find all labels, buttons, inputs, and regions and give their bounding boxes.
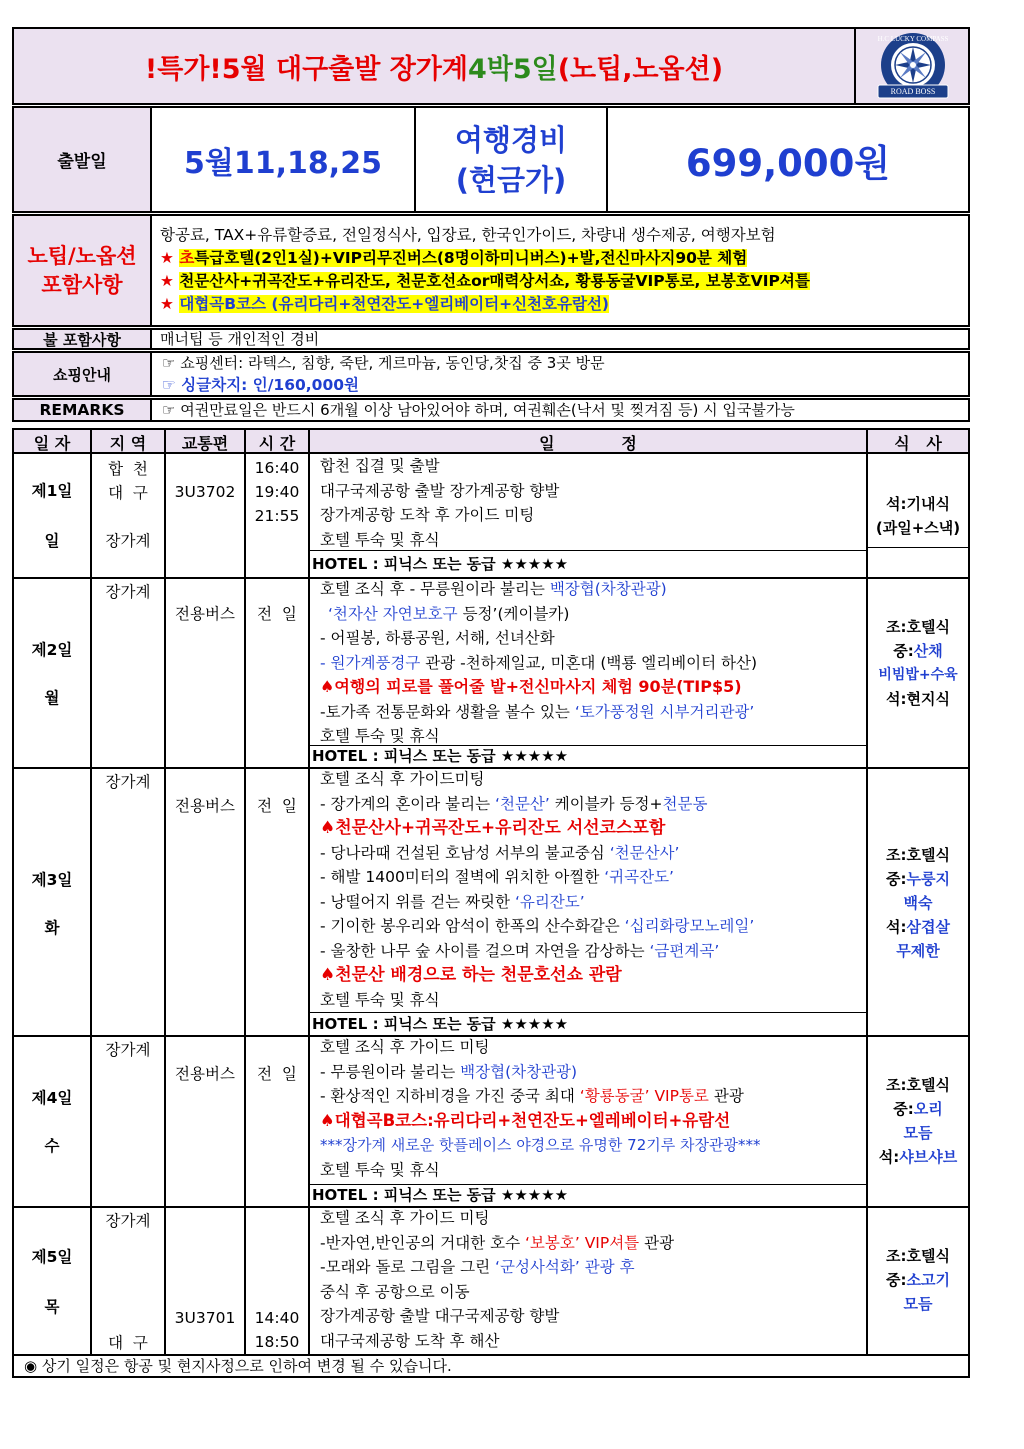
- itinerary-line: [320, 1231, 876, 1256]
- transport-label: 전용버스: [175, 797, 235, 815]
- time: 19:40: [254, 483, 300, 501]
- logo-banner: ROAD BOSS: [890, 87, 936, 96]
- logo-top-text: H.C LUCKY COMPASS: [877, 34, 949, 43]
- meal-line: 조:호텔식: [886, 1247, 950, 1265]
- day-of-week: 일: [44, 532, 60, 550]
- text: 누룽지: [906, 870, 950, 888]
- text: 호텔 조식 후 - 무릉원이라 불리는: [320, 580, 550, 598]
- itinerary-line: ♠천문산 배경으로 하는 천문호선쇼 관람: [320, 965, 622, 985]
- page-title: [14, 29, 854, 103]
- meal-line: [868, 1097, 968, 1121]
- itinerary-line: 호텔 조식 후 가이드 미팅: [320, 1209, 490, 1227]
- text: - 원가계풍경구: [320, 653, 421, 672]
- itinerary-line: 호텔 투숙 및 휴식: [320, 530, 440, 549]
- meal-line: 조:호텔식: [886, 618, 950, 636]
- text: ‘유리잔도’: [514, 892, 585, 911]
- place-label: 합 천: [108, 460, 148, 478]
- itinerary-line: 중식 후 공항으로 이동: [320, 1282, 470, 1301]
- text: - 환상적인 지하비경을 가진 중국 최대: [320, 1087, 580, 1105]
- meal-line: [868, 1145, 968, 1169]
- text: 중:: [893, 642, 914, 660]
- text: ‘천문산사’: [609, 843, 680, 862]
- footer-note: ◉ 상기 일정은 항공 및 현지사정으로 인하여 변경 될 수 있습니다.: [24, 1357, 452, 1375]
- title-logo-divider: [854, 29, 856, 103]
- itinerary-line: [320, 792, 876, 817]
- price: 699,000원: [685, 141, 891, 185]
- time: 14:40: [254, 1309, 300, 1327]
- excluded-label: 불 포함사항: [14, 330, 150, 348]
- included-line-4-text: 대협곡B코스 (유리다리+천연잔도+엘리베이터+신천호유람선): [179, 295, 610, 313]
- text: VIP셔틀: [579, 1233, 640, 1252]
- text: - 무릉원이라 불리는: [320, 1062, 461, 1081]
- transport-label: 전용버스: [175, 1065, 235, 1083]
- shopping-line-1: ☞ 쇼핑센터: 라텍스, 침향, 죽탄, 게르마늄, 동인당,찻집 중 3곳 방문: [162, 354, 605, 372]
- itinerary-line: [320, 1255, 876, 1280]
- place-label: 장가계: [105, 1212, 151, 1230]
- text: ‘군성사석화’: [495, 1258, 580, 1276]
- excluded-row: [12, 328, 970, 350]
- included-line-3: [160, 270, 965, 293]
- departure-dates: 5월11,18,25: [184, 145, 382, 181]
- meal-line: 비빔밥+수육: [878, 667, 958, 683]
- itinerary-line: 장가계공항 출발 대구국제공항 향발: [320, 1307, 560, 1325]
- text: ‘귀곡잔도’: [604, 868, 674, 886]
- day-label: 제1일: [31, 482, 73, 500]
- itinerary-line: 호텔 투숙 및 휴식: [320, 727, 440, 745]
- text: - 해발 1400미터의 절벽에 위치한 아찔한: [320, 868, 605, 886]
- text: 백장협(차창관광): [460, 1062, 578, 1081]
- itinerary-line: 합천 집결 및 출발: [320, 457, 440, 475]
- itinerary-line: 대구국제공항 출발 장가계공항 향발: [320, 481, 560, 500]
- itinerary-line: 대구국제공항 도착 후 해산: [320, 1331, 500, 1350]
- header-time: 시 간: [258, 433, 296, 453]
- place-label: 장가계: [105, 532, 151, 550]
- day-1: [14, 456, 968, 577]
- included-line-2-text: 특급호텔(2인1실)+VIP리무진버스(8명이하미니버스)+발,전신마사지90분 체험: [194, 249, 748, 267]
- cost-label-line1: 여행경비: [454, 122, 568, 157]
- time-label: 전 일: [257, 1065, 297, 1083]
- text: - 낭떨어지 위를 걷는 짜릿한: [320, 892, 515, 911]
- time-label: 전 일: [257, 797, 297, 815]
- meal-line: [868, 639, 968, 663]
- shopping-label: 쇼핑안내: [14, 353, 150, 395]
- included-label: [14, 216, 150, 325]
- place-label: 장가계: [105, 773, 151, 791]
- text: ‘보봉호’: [524, 1233, 580, 1252]
- excluded-value: 매너팁 등 개인적인 경비: [160, 330, 320, 348]
- header-itinerary: 일 정: [539, 433, 637, 453]
- text: ‘토가풍정원 시부거리관광’: [574, 702, 755, 721]
- title-prefix: !특가!5월 대구출발 장가계: [144, 53, 468, 85]
- divider: [150, 330, 152, 348]
- text: 백장협(차창관광): [549, 580, 667, 598]
- star-icon: ★: [160, 249, 174, 267]
- included-list: [160, 224, 965, 316]
- divider: [150, 400, 152, 420]
- text: 석:: [886, 918, 907, 936]
- hotel-line: HOTEL : 피닉스 또는 동급 ★★★★★: [312, 1015, 569, 1033]
- meal-line: [868, 1268, 968, 1292]
- itinerary-line: ♠천문산사+귀곡잔도+유리잔도 서선코스포함: [320, 818, 666, 838]
- meal-line: 석:현지식: [886, 690, 950, 708]
- text: 산채: [913, 642, 943, 660]
- header-place: 지 역: [109, 433, 147, 453]
- shopping-line-2: ☞ 싱글차지: 인/160,000원: [162, 376, 359, 394]
- itinerary-line: [320, 602, 876, 627]
- included-label-line1: 노팁/노옵션: [27, 243, 137, 268]
- meal-line: (과일+스낵): [875, 519, 961, 537]
- itinerary-line: ***장가계 새로운 핫플레이스 야경으로 유명한 72기루 차장관광***: [320, 1136, 761, 1154]
- meal-line: 모듬: [903, 1295, 933, 1313]
- star-icon: ★: [160, 295, 174, 313]
- meal-line: 무제한: [896, 942, 940, 960]
- star-icon: ★: [160, 272, 174, 290]
- day-of-week: 목: [44, 1298, 60, 1316]
- day-of-week: 화: [44, 919, 60, 937]
- day-2: [14, 579, 968, 767]
- cost-label: [416, 108, 606, 211]
- header-transport: 교통편: [181, 433, 229, 453]
- meal-line: 백숙: [903, 894, 933, 912]
- day-label: 제2일: [31, 641, 73, 659]
- meal-line: 모듬: [903, 1124, 933, 1142]
- transport-label: 전용버스: [175, 605, 235, 623]
- departure-label: 출발일: [14, 108, 150, 211]
- text: - 기이한 봉우리와 암석이 한폭의 산수화같은: [320, 917, 625, 935]
- text: ‘십리화랑모노레일’: [624, 917, 755, 935]
- text: 중:: [886, 1271, 907, 1289]
- text: 천문동: [662, 794, 708, 813]
- place-label: 대 구: [108, 1334, 148, 1352]
- text: 관광 -천하제일교, 미혼대 (백룡 엘리베이터 하산): [420, 653, 758, 672]
- itinerary-text: [320, 454, 870, 552]
- text: ‘금편계곡’: [649, 941, 720, 960]
- text: ‘황룡동굴’: [579, 1087, 650, 1105]
- time: 21:55: [254, 507, 300, 525]
- meal-line: 조:호텔식: [886, 1076, 950, 1094]
- title-suffix: (노팁,노옵션): [557, 53, 724, 85]
- text: 삼겹살: [906, 918, 950, 936]
- meal-info: [868, 1244, 968, 1316]
- text: 샤브샤브: [899, 1148, 958, 1166]
- itinerary-line: - 어필봉, 하룡공원, 서해, 선녀산화: [320, 629, 555, 647]
- included-line-2: [160, 247, 965, 270]
- included-label-line2: 포함사항: [41, 272, 123, 297]
- included-line-2-red: 초: [179, 249, 195, 267]
- hotel-line: HOTEL : 피닉스 또는 동급 ★★★★★: [312, 747, 569, 765]
- itinerary-line: [320, 914, 876, 939]
- text: ‘천자산 자연보호구: [328, 604, 458, 623]
- text: - 장가계의 혼이라 불리는: [320, 794, 496, 813]
- itinerary-line: [320, 890, 876, 915]
- text: 관광: [639, 1233, 675, 1252]
- itinerary-line: 호텔 조식 후 가이드 미팅: [320, 1038, 490, 1056]
- text: - 당나라때 건설된 호남성 서부의 불교중심: [320, 843, 610, 862]
- itinerary-line: ♠대협곡B코스:유리다리+천연잔도+엘레베이터+유람선: [320, 1110, 731, 1130]
- hotel-line: HOTEL : 피닉스 또는 동급 ★★★★★: [312, 555, 569, 573]
- itinerary-line: [320, 1084, 876, 1109]
- text: 소고기: [906, 1271, 950, 1289]
- text: 오리: [913, 1100, 943, 1118]
- itinerary-text: [320, 1035, 876, 1182]
- text: 관광: [708, 1087, 744, 1105]
- day-label: 제3일: [31, 871, 73, 889]
- remarks-value: ☞ 여권만료일은 반드시 6개월 이상 남아있어야 하며, 여권훼손(낙서 및 찢겨짐 등) 시 입국불가능: [162, 401, 795, 419]
- company-logo: [862, 31, 964, 103]
- meal-line: 조:호텔식: [886, 846, 950, 864]
- meal-line: 석:기내식: [886, 495, 950, 513]
- itinerary-line: 장가계공항 도착 후 가이드 미팅: [320, 506, 535, 524]
- text: VIP통로: [649, 1087, 709, 1105]
- time: 18:50: [254, 1333, 300, 1351]
- meal-line: [868, 915, 968, 939]
- meal-line: [868, 867, 968, 891]
- itinerary-line: [320, 577, 876, 602]
- itinerary-line: [320, 700, 876, 725]
- text: 중:: [886, 870, 907, 888]
- remarks-label: REMARKS: [14, 400, 150, 420]
- itinerary-line: 호텔 투숙 및 휴식: [320, 1160, 440, 1179]
- itinerary-line: [320, 651, 876, 676]
- itinerary-line: [320, 841, 876, 866]
- itinerary-line: ♠여행의 피로를 풀어줄 발+전신마사지 체험 90분(TIP$5): [320, 677, 742, 696]
- place-label: 장가계: [105, 1041, 151, 1059]
- itinerary-line: 호텔 조식 후 가이드미팅: [320, 770, 485, 788]
- meal-info: [868, 1073, 968, 1169]
- day-4: [14, 1037, 968, 1206]
- itinerary-text: [320, 767, 876, 1012]
- day-label: 제5일: [31, 1248, 73, 1266]
- text: 석:: [878, 1148, 900, 1166]
- text: - 울창한 나무 숲 사이를 걸으며 자연을 감상하는: [320, 941, 650, 960]
- time: 16:40: [254, 459, 300, 477]
- text: 케이블카 등정+: [549, 794, 663, 813]
- divider: [150, 353, 152, 395]
- header-date: 일 자: [33, 433, 71, 453]
- itinerary-line: 호텔 투숙 및 휴식: [320, 990, 440, 1009]
- hotel-line: HOTEL : 피닉스 또는 동급 ★★★★★: [312, 1186, 569, 1204]
- text: -반자연,반인공의 거대한 호수: [320, 1233, 525, 1252]
- place-label: 장가계: [105, 583, 151, 601]
- itinerary-line: [320, 1060, 876, 1085]
- day-3: [14, 769, 968, 1035]
- day-5: [14, 1208, 968, 1354]
- meal-info: [868, 492, 968, 540]
- itinerary-line: [320, 939, 876, 964]
- day-label: 제4일: [31, 1089, 73, 1107]
- time-label: 전 일: [257, 605, 297, 623]
- header-meal: 식 사: [894, 433, 942, 453]
- day-of-week: 월: [44, 689, 60, 707]
- place-label: 대 구: [108, 484, 148, 502]
- text: 관광 후: [579, 1258, 635, 1276]
- itinerary-line: [320, 865, 876, 890]
- meal-info: [868, 615, 968, 711]
- included-line-4: [160, 293, 965, 316]
- text: 등정’(케이블카): [457, 604, 570, 623]
- divider: [150, 216, 152, 325]
- day-of-week: 수: [44, 1137, 60, 1155]
- included-line-3-text: 천문산사+귀곡잔도+유리잔도, 천문호선쇼or매력상서쇼, 황룡동굴VIP통로, 보봉호VIP셔틀: [179, 272, 810, 290]
- meal-info: [868, 843, 968, 963]
- text: ‘천문산’: [495, 794, 550, 813]
- title-days: 4박5일: [467, 53, 558, 85]
- text: 중:: [893, 1100, 914, 1118]
- itinerary-text: [320, 1206, 876, 1353]
- cost-label-line2: (현금가): [455, 162, 567, 197]
- included-line-1: 항공료, TAX+유류할증료, 전일정식사, 입장료, 한국인가이드, 차량내 생수제공, 여행자보험: [160, 226, 776, 244]
- flight-number: 3U3702: [174, 483, 236, 501]
- text: -토가족 전통문화와 생활을 볼수 있는: [320, 702, 575, 721]
- text: -모래와 돌로 그림을 그린: [320, 1258, 496, 1276]
- flight-number: 3U3701: [174, 1309, 236, 1327]
- itinerary-text: [320, 577, 876, 749]
